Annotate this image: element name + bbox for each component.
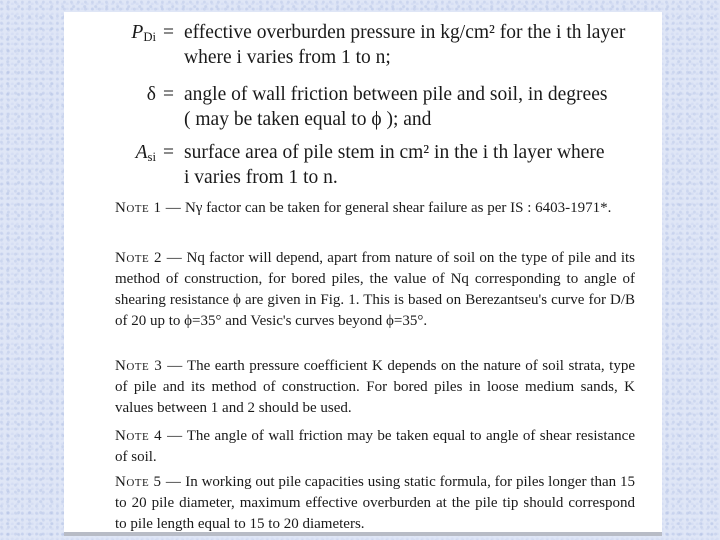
equals-sign: = <box>163 142 174 163</box>
document-page <box>64 12 662 536</box>
definition-symbol: $A_{si}$ <box>135 142 156 164</box>
definition-delta <box>64 82 662 134</box>
definition-a-si <box>64 140 662 192</box>
definition-line-2: ( may be taken equal to ϕ ); and <box>184 109 432 130</box>
note-text: The angle of wall friction may be taken equal to angle of shear resistance of soil. <box>115 428 636 465</box>
note-label: Note 2 — <box>115 250 183 266</box>
note-1 <box>115 198 635 219</box>
note-5 <box>115 472 635 535</box>
note-text: The earth pressure coefficient K depends on the nature of soil strata, type of pile and its method of construction. For bored piles in loose medium sands, K values between 1 and 2 should be used. <box>115 358 635 416</box>
note-text: Nγ factor can be taken for general shear failure as per IS : 6403-1971*. <box>184 200 612 216</box>
note-4 <box>115 426 635 468</box>
note-text: Nq factor will depend, apart from nature of soil on the type of pile and its method of construction, for bored piles, the value of Nq corresponding to angle of shearing resistance ϕ are given in Fig. 1. This is based on Berezantseu's curve for D/B of 20 up to ϕ=35° and Vesic's curves beyond ϕ=35°. <box>115 250 635 329</box>
definition-line-2: where i varies from 1 to n; <box>184 47 391 68</box>
definition-p-di <box>64 20 662 72</box>
note-label: Note 4 — <box>115 428 183 444</box>
note-label: Note 5 — <box>115 474 182 490</box>
definition-line-2: i varies from 1 to n. <box>184 167 338 188</box>
note-label: Note 3 — <box>115 358 183 374</box>
equals-sign: = <box>163 84 174 105</box>
note-label: Note 1 — <box>115 200 182 216</box>
definition-line-1: angle of wall friction between pile and soil, in degrees <box>184 84 608 105</box>
note-3 <box>115 356 635 419</box>
equals-sign: = <box>163 22 174 43</box>
definition-line-1: effective overburden pressure in kg/cm² for the i th layer <box>184 22 626 43</box>
definition-symbol: $P_{Di}$ <box>131 22 156 44</box>
definition-symbol: δ <box>146 84 156 105</box>
note-text: In working out pile capacities using static formula, for piles longer than 15 to 20 pile diameter, maximum effective overburden at the pile tip should correspond to pile length equal to 15 to 20 diameters. <box>115 474 636 532</box>
definition-line-1: surface area of pile stem in cm² in the i th layer where <box>184 142 605 163</box>
note-2 <box>115 248 635 332</box>
